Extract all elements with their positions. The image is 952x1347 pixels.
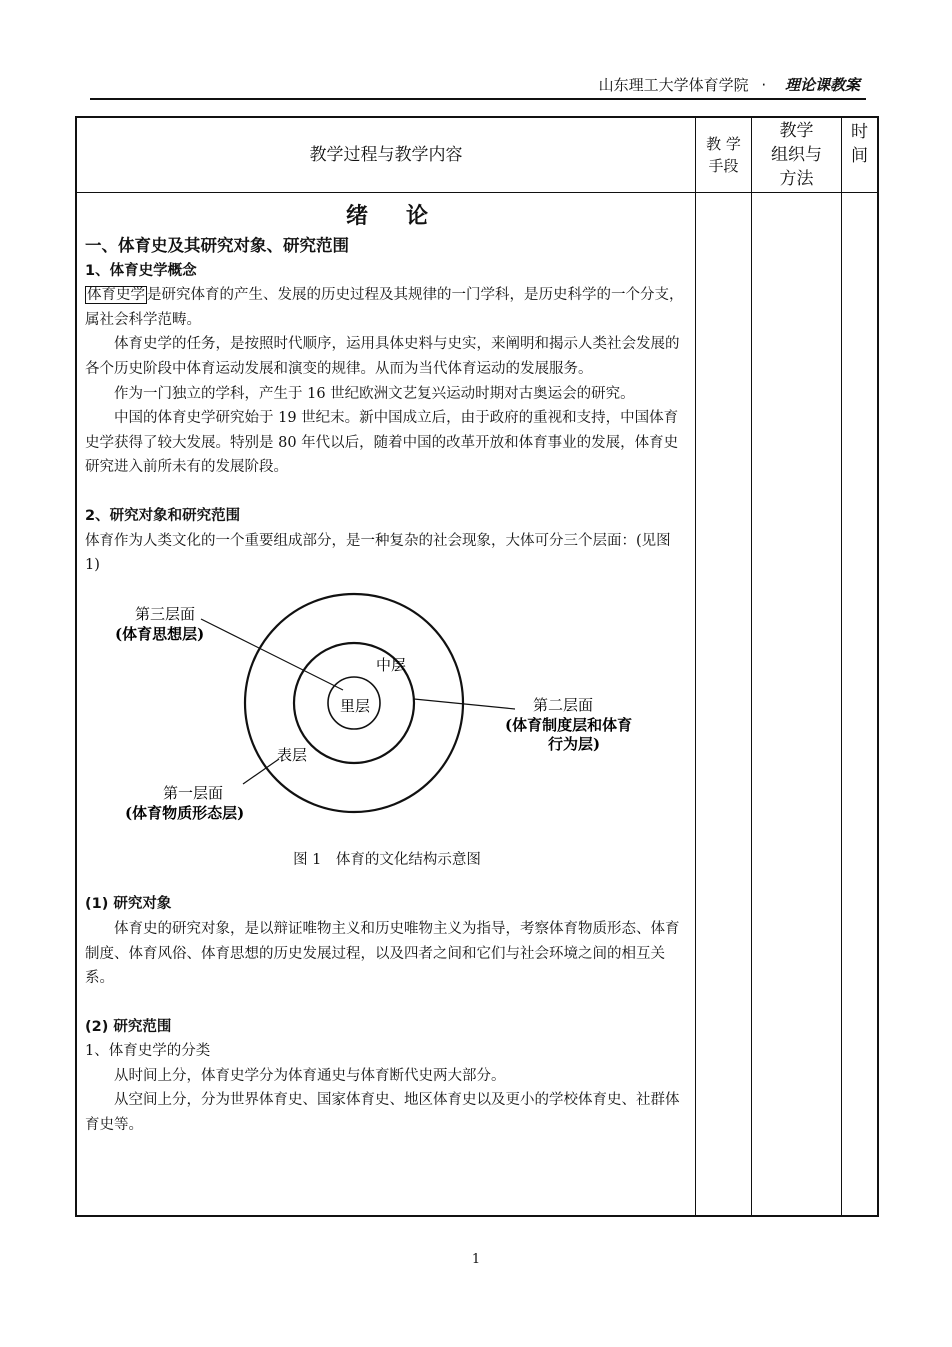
header-row-divider bbox=[77, 192, 877, 193]
header-means-line2: 手段 bbox=[708, 157, 739, 175]
paragraph: 作为一门独立的学科，产生于 16 世纪欧洲文艺复兴运动时期对古奥运会的研究。 bbox=[114, 385, 635, 402]
paragraph: 从空间上分，分为世界体育史、国家体育史、地区体育史以及更小的学校体育史、社群体育史等。 bbox=[85, 1092, 680, 1134]
header-means-line1: 教 学 bbox=[706, 135, 741, 153]
leader-line-first bbox=[243, 759, 279, 784]
lesson-plan-table bbox=[75, 116, 879, 1217]
paragraph: 中国的体育史学研究始于 19 世纪末。新中国成立后，由于政府的重视和支持，中国体育史学获得了较大发展。特别是 80 年代以后，随着中国的改革开放和体育事业的发展，体育史研究进入前所未有的发展阶段。 bbox=[85, 410, 679, 476]
label-inner-layer: 里层 bbox=[340, 696, 371, 715]
label-second-desc-2: 行为层) bbox=[548, 734, 601, 753]
lesson-content bbox=[85, 198, 689, 1138]
paragraph: 1、体育史学的分类 bbox=[85, 1043, 211, 1060]
institution-name: 山东理工大学体育学院 bbox=[598, 76, 749, 94]
header-content-label: 教学过程与教学内容 bbox=[309, 145, 463, 165]
paragraph: 体育史的研究对象，是以辩证唯物主义和历史唯物主义为指导，考察体育物质形态、体育制度、体育风俗、体育思想的历史发展过程，以及四者之间和它们与社会环境之间的相互关系。 bbox=[85, 920, 680, 987]
paragraph: 体育作为人类文化的一个重要组成部分，是一种复杂的社会现象，大体可分三个层面：(见图 1) bbox=[85, 532, 671, 574]
label-third-desc: (体育思想层) bbox=[115, 624, 205, 643]
diagram-svg bbox=[85, 578, 689, 848]
header-cell-means bbox=[696, 118, 751, 192]
paragraph bbox=[85, 283, 689, 332]
subsection-heading: (1) 研究对象 bbox=[85, 896, 172, 913]
header-method-line2: 组织与 bbox=[771, 145, 822, 165]
label-first-desc: (体育物质形态层) bbox=[125, 803, 245, 822]
header-separator: · bbox=[761, 76, 767, 94]
figure-caption: 图 1 体育的文化结构示意图 bbox=[293, 851, 481, 868]
header-time-line1: 时 bbox=[851, 122, 868, 142]
label-second-layer: 第二层面 bbox=[533, 695, 594, 714]
label-second-desc-1: (体育制度层和体育 bbox=[505, 715, 633, 734]
header-cell-method bbox=[752, 118, 841, 192]
paragraph: 从时间上分，体育史学分为体育通史与体育断代史两大部分。 bbox=[114, 1067, 506, 1084]
paragraph: 体育史学的任务，是按照时代顺序，运用具体史料与史实，来阐明和揭示人类社会发展的各个历史阶段中体育运动发展和演变的规律。从而为当代体育运动的发展服务。 bbox=[85, 336, 680, 377]
page-number: 1 bbox=[471, 1252, 481, 1267]
page-header bbox=[599, 74, 860, 95]
header-cell-time bbox=[842, 118, 877, 192]
boxed-term: 体育史学 bbox=[87, 287, 145, 304]
label-middle-layer: 中层 bbox=[376, 655, 407, 674]
header-rule bbox=[90, 98, 866, 100]
column-divider bbox=[751, 118, 752, 1215]
header-method-line1: 教学 bbox=[779, 121, 814, 141]
culture-structure-diagram bbox=[85, 578, 689, 848]
subsection-heading: 1、体育史学概念 bbox=[85, 262, 197, 279]
paragraph-text: 是研究体育的产生、发展的历史过程及其规律的一门学科，是历史科学的一个分支，属社会科学范畴。 bbox=[85, 287, 684, 328]
label-outer-layer: 表层 bbox=[277, 745, 308, 764]
column-divider bbox=[695, 118, 696, 1215]
header-time-line2: 间 bbox=[851, 146, 868, 166]
subsection-heading: (2) 研究范围 bbox=[85, 1018, 172, 1035]
label-first-layer: 第一层面 bbox=[163, 783, 224, 802]
chapter-title: 绪论 bbox=[345, 203, 466, 229]
document-type: 理论课教案 bbox=[784, 76, 860, 94]
leader-line-second bbox=[414, 699, 515, 709]
section-heading: 一、体育史及其研究对象、研究范围 bbox=[85, 235, 349, 255]
subsection-heading: 2、研究对象和研究范围 bbox=[85, 507, 241, 524]
header-cell-content bbox=[77, 118, 695, 192]
column-divider bbox=[841, 118, 842, 1215]
header-method-line3: 方法 bbox=[779, 169, 814, 189]
label-third-layer: 第三层面 bbox=[135, 604, 196, 623]
